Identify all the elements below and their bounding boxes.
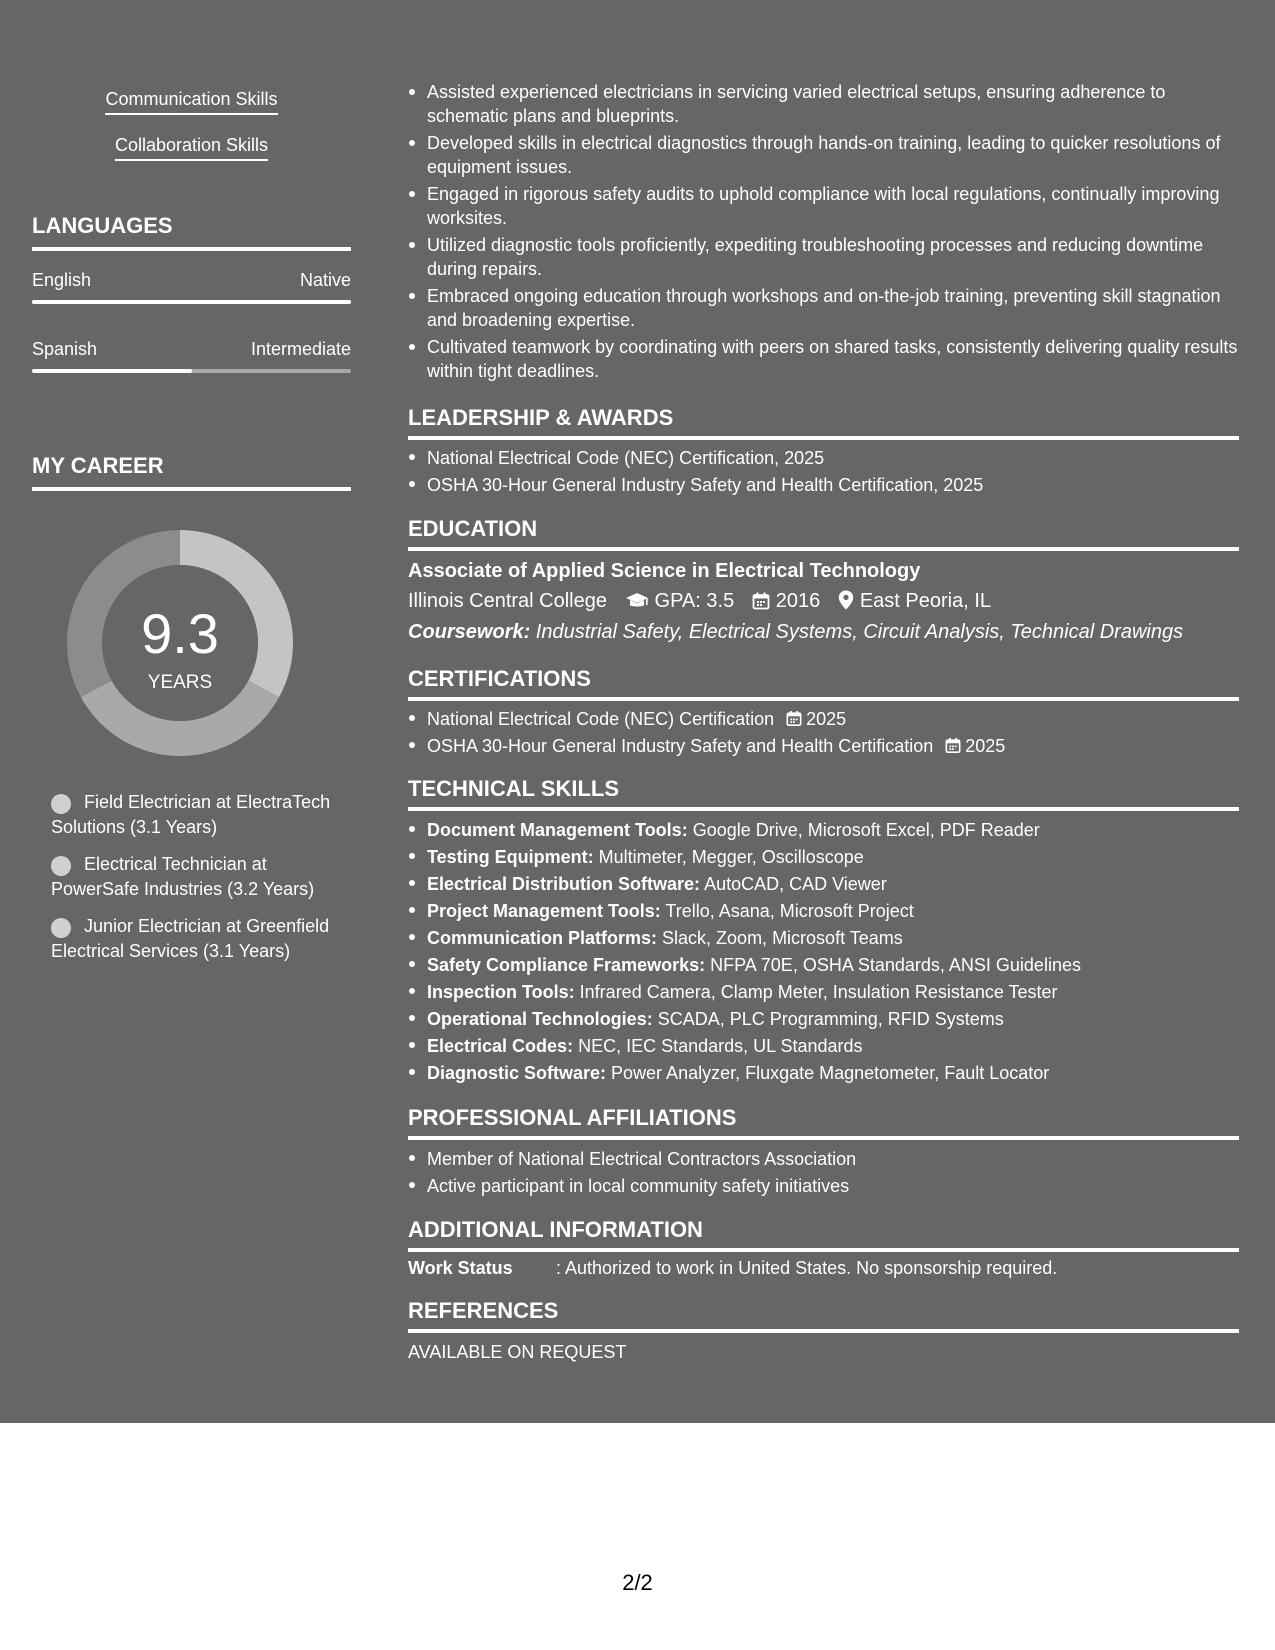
affiliations-heading: PROFESSIONAL AFFILIATIONS	[408, 1105, 1239, 1140]
technical-skills-list	[408, 817, 1239, 1087]
education-school: Illinois Central College	[408, 590, 607, 612]
affiliation-item: Member of National Electrical Contractors Association	[408, 1146, 1239, 1173]
experience-bullets	[408, 80, 1239, 386]
technical-skill-item: Testing Equipment: Multimeter, Megger, Oscilloscope	[408, 844, 1239, 871]
technical-skill-item: Electrical Codes: NEC, IEC Standards, UL Standards	[408, 1033, 1239, 1060]
language-bar	[32, 300, 351, 304]
calendar-icon	[752, 592, 770, 610]
leadership-item: National Electrical Code (NEC) Certification, 2025	[408, 445, 1239, 472]
graduation-cap-icon	[625, 592, 649, 610]
skill-label: Collaboration Skills	[115, 134, 268, 161]
education-degree: Associate of Applied Science in Electrical Technology	[408, 560, 921, 582]
certification-item: OSHA 30-Hour General Industry Safety and Health Certification 2025	[408, 733, 1239, 760]
leadership-heading: LEADERSHIP & AWARDS	[408, 405, 1239, 440]
career-item: Field Electrician at ElectraTech Solutions (3.1 Years)	[51, 792, 331, 837]
work-status-row	[408, 1256, 1057, 1280]
career-heading: MY CAREER	[32, 453, 351, 491]
education-year: 2016	[775, 590, 821, 612]
career-dot-icon	[51, 794, 71, 814]
career-list	[51, 790, 341, 976]
technical-skill-item: Operational Technologies: SCADA, PLC Programming, RFID Systems	[408, 1006, 1239, 1033]
language-name: English	[32, 270, 92, 290]
language-bar-fill	[32, 369, 192, 373]
experience-bullet: Engaged in rigorous safety audits to uphold compliance with local regulations, continually improving worksites.	[408, 182, 1239, 230]
languages-heading: LANGUAGES	[32, 213, 351, 251]
leadership-item: OSHA 30-Hour General Industry Safety and Health Certification, 2025	[408, 472, 1239, 499]
skill-label: Communication Skills	[105, 88, 277, 115]
certifications-heading: CERTIFICATIONS	[408, 666, 1239, 701]
references-heading: REFERENCES	[408, 1298, 1239, 1333]
calendar-icon	[786, 710, 802, 727]
education-location: East Peoria, IL	[859, 590, 992, 612]
references-text: AVAILABLE ON REQUEST	[408, 1342, 627, 1362]
language-level: Native	[299, 270, 351, 290]
work-status-value: : Authorized to work in United States. No sponsorship required.	[556, 1258, 1058, 1278]
calendar-icon	[945, 737, 961, 754]
language-row	[32, 269, 351, 291]
career-years-value: 9.3	[141, 602, 219, 665]
technical-skill-item: Safety Compliance Frameworks: NFPA 70E, OSHA Standards, ANSI Guidelines	[408, 952, 1239, 979]
technical-skills-heading: TECHNICAL SKILLS	[408, 776, 1239, 811]
affiliations-list	[408, 1146, 1239, 1200]
experience-bullet: Utilized diagnostic tools proficiently, expediting troubleshooting processes and reducing downtime during repairs.	[408, 233, 1239, 281]
language-row	[32, 338, 351, 360]
career-item: Junior Electrician at Greenfield Electrical Services (3.1 Years)	[51, 916, 330, 961]
technical-skill-item: Electrical Distribution Software: AutoCAD, CAD Viewer	[408, 871, 1239, 898]
experience-bullet: Embraced ongoing education through workshops and on-the-job training, preventing skill stagnation and broadening expertise.	[408, 284, 1239, 332]
technical-skill-item: Communication Platforms: Slack, Zoom, Microsoft Teams	[408, 925, 1239, 952]
coursework-value: Industrial Safety, Electrical Systems, Circuit Analysis, Technical Drawings	[530, 621, 1184, 643]
experience-bullet: Assisted experienced electricians in servicing varied electrical setups, ensuring adherence to schematic plans and blueprints.	[408, 80, 1239, 128]
career-years-unit: YEARS	[147, 672, 213, 693]
location-pin-icon	[838, 590, 854, 610]
career-donut-chart	[67, 530, 293, 756]
language-name: Spanish	[32, 339, 98, 359]
education-coursework	[408, 619, 1183, 645]
technical-skill-item: Project Management Tools: Trello, Asana, Microsoft Project	[408, 898, 1239, 925]
technical-skill-item: Inspection Tools: Infrared Camera, Clamp Meter, Insulation Resistance Tester	[408, 979, 1239, 1006]
additional-info-heading: ADDITIONAL INFORMATION	[408, 1217, 1239, 1252]
affiliation-item: Active participant in local community safety initiatives	[408, 1173, 1239, 1200]
experience-bullet: Cultivated teamwork by coordinating with peers on shared tasks, consistently delivering quality results within tight deadlines.	[408, 335, 1239, 383]
work-status-label: Work Status	[408, 1258, 513, 1278]
education-details	[408, 588, 991, 614]
language-bar-fill	[32, 300, 351, 304]
experience-bullet: Developed skills in electrical diagnostics through hands-on training, leading to quicker resolutions of equipment issues.	[408, 131, 1239, 179]
language-bar	[32, 369, 351, 373]
skill-pill	[32, 134, 351, 161]
language-level: Intermediate	[250, 339, 351, 359]
leadership-list	[408, 445, 1239, 499]
technical-skill-item: Diagnostic Software: Power Analyzer, Fluxgate Magnetometer, Fault Locator	[408, 1060, 1239, 1087]
career-dot-icon	[51, 918, 71, 938]
coursework-label: Coursework:	[408, 621, 531, 643]
technical-skill-item: Document Management Tools: Google Drive, Microsoft Excel, PDF Reader	[408, 817, 1239, 844]
skill-pill	[32, 88, 351, 115]
career-item: Electrical Technician at PowerSafe Industries (3.2 Years)	[51, 854, 315, 899]
career-dot-icon	[51, 856, 71, 876]
certifications-list	[408, 706, 1239, 760]
page-number: 2/2	[622, 1570, 653, 1595]
certification-item: National Electrical Code (NEC) Certification 2025	[408, 706, 1239, 733]
education-gpa: GPA: 3.5	[654, 590, 735, 612]
education-heading: EDUCATION	[408, 516, 1239, 551]
